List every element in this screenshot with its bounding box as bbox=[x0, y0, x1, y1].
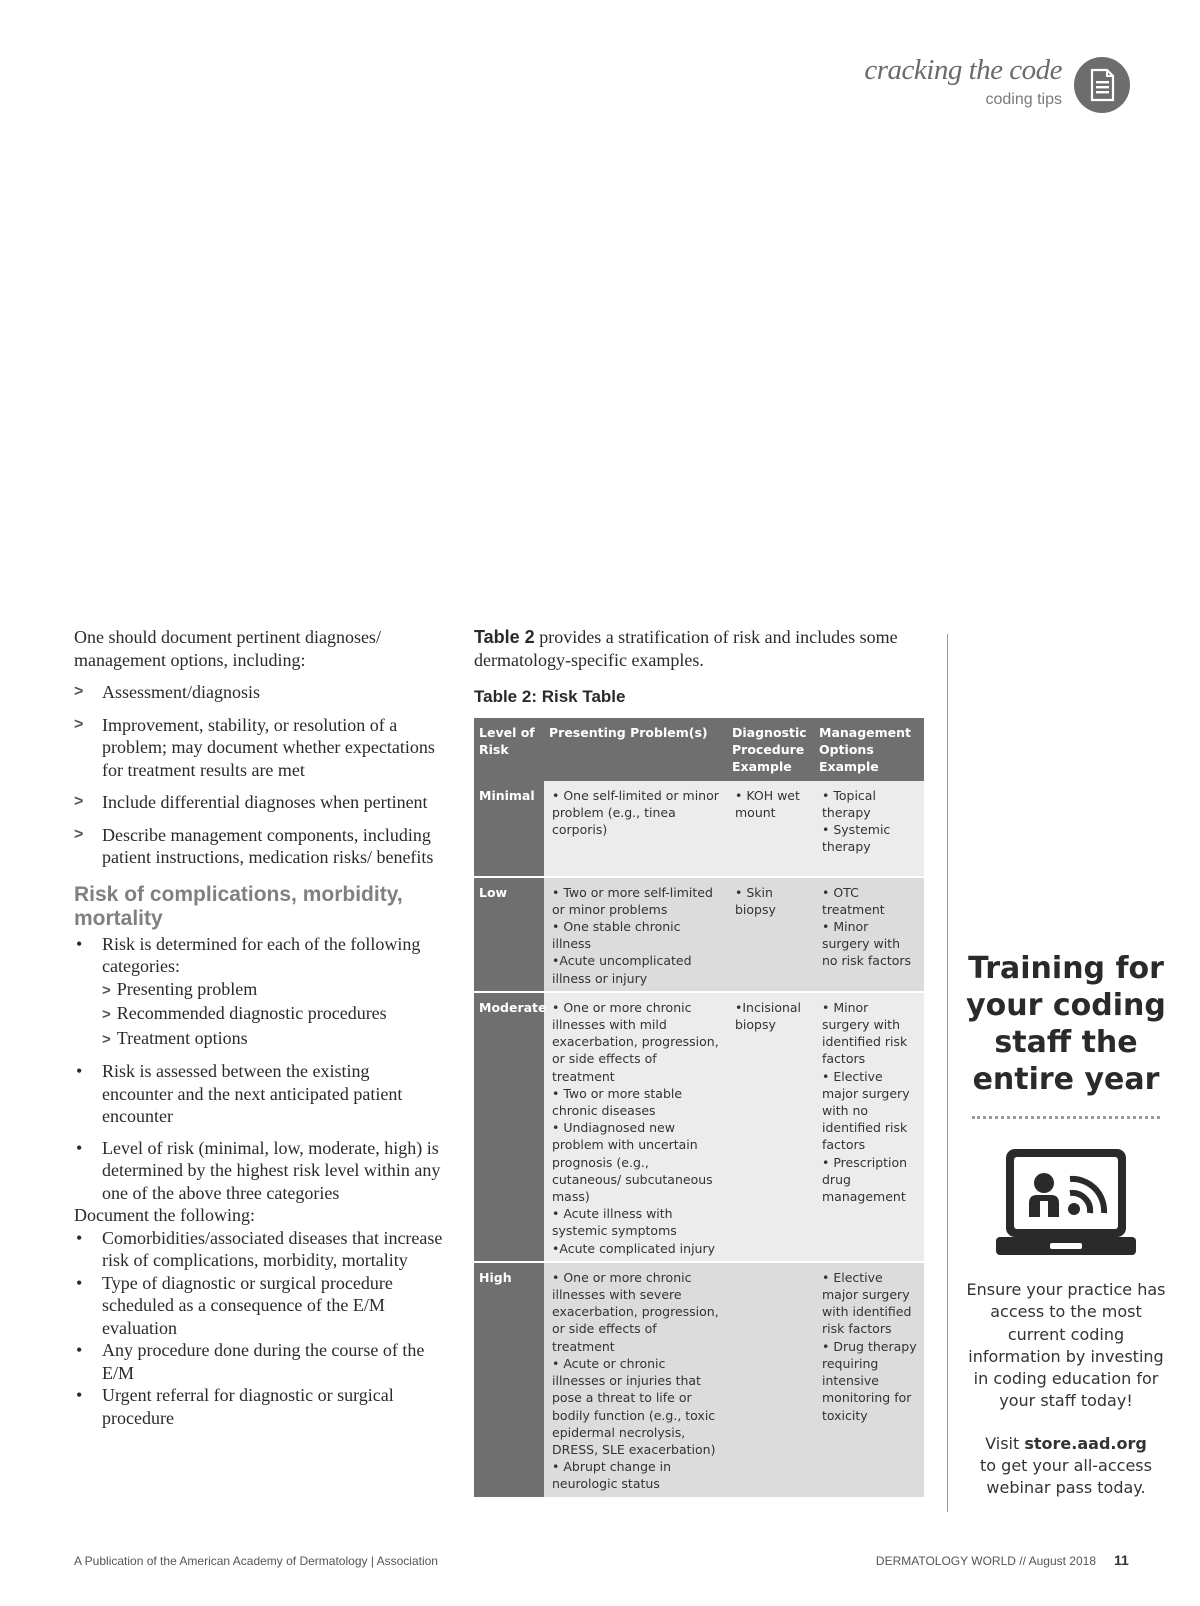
promo-body: Ensure your practice has access to the most current coding information by investing in coding education for your staff today! bbox=[966, 1280, 1166, 1411]
chevron-right-icon: > bbox=[102, 1006, 111, 1023]
bullet-icon: • bbox=[76, 1385, 83, 1405]
chevron-right-icon: > bbox=[102, 981, 111, 999]
column-header: Management Options Example bbox=[814, 718, 924, 781]
page-number: 11 bbox=[1114, 1552, 1129, 1568]
bullet-icon: • bbox=[76, 933, 83, 954]
table-row bbox=[474, 877, 924, 992]
column-header: Level of Risk bbox=[474, 718, 544, 781]
diagnostic-cell bbox=[727, 1262, 814, 1498]
diagnostic-cell: •Incisional biopsy bbox=[727, 992, 814, 1262]
management-cell: • OTC treatment • Minor surgery with no risk factors bbox=[814, 877, 924, 992]
section-subtitle: coding tips bbox=[985, 91, 1062, 108]
bullet-icon: • bbox=[76, 1137, 83, 1158]
chevron-right-icon: > bbox=[74, 715, 84, 733]
list-item: > Improvement, stability, or resolution of a problem; may document whether expectations for treatment results are met bbox=[74, 714, 435, 780]
table-row bbox=[474, 781, 924, 877]
webinar-laptop-icon bbox=[996, 1145, 1136, 1257]
risk-heading: Risk of complications, morbidity, mortality bbox=[74, 882, 403, 930]
problems-cell: • One self-limited or minor problem (e.g., tinea corporis) bbox=[544, 781, 727, 877]
intro-paragraph: One should document pertinent diagnoses/ management options, including: bbox=[74, 627, 381, 670]
risk-level: Low bbox=[474, 877, 544, 992]
diagnostic-cell: • Skin biopsy bbox=[727, 877, 814, 992]
left-column bbox=[74, 626, 444, 1429]
risk-table bbox=[474, 718, 924, 1499]
promo-sidebar bbox=[966, 950, 1166, 1500]
list-item: > Treatment options bbox=[102, 1027, 248, 1048]
footer-issue: DERMATOLOGY WORLD // August 2018 bbox=[875, 1554, 1096, 1568]
management-cell: • Minor surgery with identified risk factors • Elective major surgery with no identified risk factors • Prescription drug management bbox=[814, 992, 924, 1262]
store-link[interactable]: store.aad.org bbox=[1024, 1433, 1147, 1453]
list-item: > Include differential diagnoses when pertinent bbox=[74, 792, 428, 812]
section-title: cracking the code bbox=[864, 54, 1062, 86]
column-divider bbox=[947, 634, 948, 1512]
bullet-icon: • bbox=[76, 1272, 83, 1293]
document-intro: Document the following: bbox=[74, 1205, 255, 1225]
column-header: Diagnostic Procedure Example bbox=[727, 718, 814, 781]
chevron-right-icon: > bbox=[74, 825, 84, 843]
list-item: • Urgent referral for diagnostic or surgical procedure bbox=[76, 1385, 394, 1428]
bullet-icon: • bbox=[76, 1227, 83, 1248]
document-icon bbox=[1074, 57, 1130, 113]
management-cell: • Topical therapy • Systemic therapy bbox=[814, 781, 924, 877]
table-row bbox=[474, 992, 924, 1262]
bullet-icon: • bbox=[76, 1340, 83, 1360]
list-item: • Comorbidities/associated diseases that increase risk of complications, morbidity, mortality bbox=[76, 1227, 443, 1270]
list-item: > Describe management components, including patient instructions, medication risks/ benefits bbox=[74, 824, 434, 867]
risk-level: Moderate bbox=[474, 992, 544, 1262]
bullet-icon: • bbox=[76, 1061, 83, 1081]
promo-title: Training for your coding staff the entire year bbox=[966, 951, 1166, 1097]
documentation-list bbox=[74, 681, 444, 869]
chevron-right-icon: > bbox=[102, 1030, 111, 1048]
table-intro: Table 2 provides a stratification of risk and includes some dermatology-specific examples. bbox=[474, 627, 898, 670]
risk-category-list bbox=[102, 978, 444, 1052]
list-item: • Risk is determined for each of the following categories: > Presenting problem > Recommended diagnostic procedures > Treatment options bbox=[74, 933, 444, 1052]
chevron-right-icon: > bbox=[74, 683, 84, 700]
table-header-row bbox=[474, 718, 924, 781]
dotted-divider bbox=[972, 1116, 1160, 1119]
table-row bbox=[474, 1262, 924, 1498]
list-item: > Recommended diagnostic procedures bbox=[102, 1003, 387, 1023]
list-item: > Presenting problem bbox=[102, 978, 258, 999]
problems-cell: • One or more chronic illnesses with severe exacerbation, progression, or side effects of treatment • Acute or chronic illnesses or injuries that pose a threat to life or bodily function (e.g., toxic epidermal necrolysis, DRESS, SLE exacerbation) • Abrupt change in neurologic status bbox=[544, 1262, 727, 1498]
risk-level: High bbox=[474, 1262, 544, 1498]
table-caption: Table 2: Risk Table bbox=[474, 687, 626, 706]
promo-visit: Visit store.aad.org to get your all-access webinar pass today. bbox=[980, 1433, 1152, 1498]
chevron-right-icon: > bbox=[74, 793, 84, 810]
footer-publication: A Publication of the American Academy of Dermatology | Association bbox=[74, 1554, 438, 1568]
problems-cell: • One or more chronic illnesses with mild exacerbation, progression, or side effects of treatment • Two or more stable chronic diseases • Undiagnosed new problem with uncertain prognosis (e.g., cutaneous/ subcutaneous mass) • Acute illness with systemic symptoms •Acute complicated injury bbox=[544, 992, 727, 1262]
middle-column bbox=[474, 626, 924, 1499]
column-header: Presenting Problem(s) bbox=[544, 718, 727, 781]
list-item: • Risk is assessed between the existing encounter and the next anticipated patient encounter bbox=[76, 1061, 403, 1126]
list-item: > Assessment/diagnosis bbox=[74, 682, 261, 702]
risk-level: Minimal bbox=[474, 781, 544, 877]
diagnostic-cell: • KOH wet mount bbox=[727, 781, 814, 877]
list-item: • Level of risk (minimal, low, moderate, high) is determined by the highest risk level within any one of the above three categories bbox=[76, 1137, 441, 1203]
problems-cell: • Two or more self-limited or minor problems • One stable chronic illness •Acute uncomplicated illness or injury bbox=[544, 877, 727, 992]
list-item: • Type of diagnostic or surgical procedure scheduled as a consequence of the E/M evaluation bbox=[76, 1272, 393, 1338]
list-item: • Any procedure done during the course of the E/M bbox=[76, 1340, 425, 1383]
document-list bbox=[74, 1227, 444, 1430]
management-cell: • Elective major surgery with identified risk factors • Drug therapy requiring intensive monitoring for toxicity bbox=[814, 1262, 924, 1498]
risk-list bbox=[74, 933, 444, 1205]
